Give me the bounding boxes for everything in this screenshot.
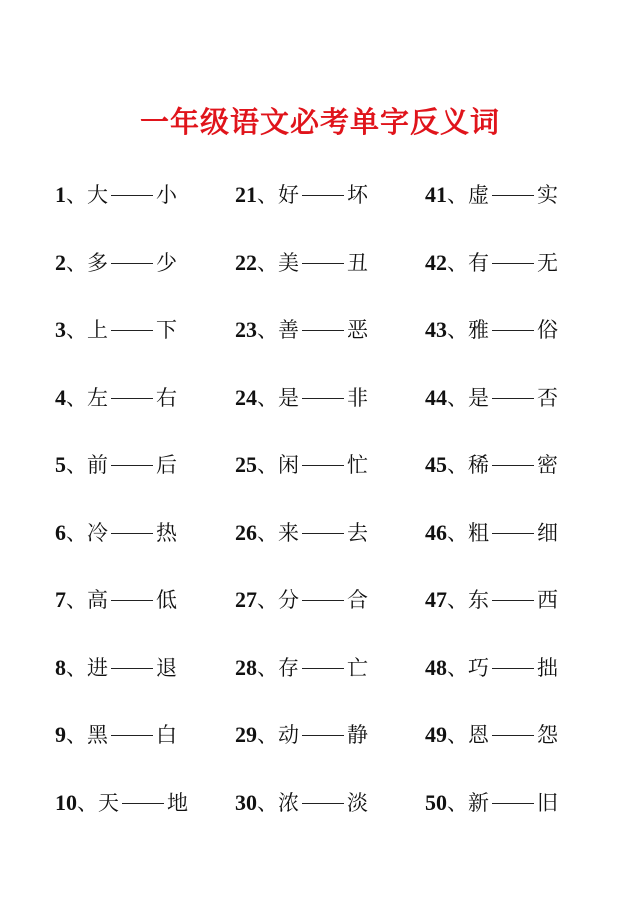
pair-separator: 、 — [66, 520, 87, 545]
word-right: 忙 — [347, 453, 368, 477]
word-right: 否 — [537, 385, 558, 410]
pair-number: 25 — [235, 452, 257, 477]
pair-number: 8 — [55, 654, 66, 680]
word-left: 进 — [87, 655, 108, 680]
word-left: 巧 — [468, 655, 489, 680]
word-left: 天 — [98, 790, 119, 815]
pair-number: 4 — [55, 384, 66, 410]
word-right: 下 — [156, 318, 177, 342]
word-left: 黑 — [87, 723, 108, 747]
pair-separator: 、 — [77, 790, 98, 815]
word-left: 雅 — [468, 318, 489, 342]
word-left: 高 — [87, 588, 108, 612]
pair-separator: 、 — [257, 183, 278, 207]
pair-number: 27 — [235, 587, 257, 612]
pair-separator: 、 — [257, 790, 278, 815]
word-left: 前 — [87, 453, 108, 477]
dash-line — [111, 398, 153, 399]
antonym-pair — [425, 784, 558, 852]
dash-line — [111, 600, 153, 601]
antonym-pair — [425, 514, 558, 582]
antonym-pair — [55, 581, 188, 649]
dash-line — [122, 803, 164, 804]
antonym-pair — [55, 716, 188, 784]
word-right: 坏 — [347, 183, 368, 207]
antonym-pair — [235, 379, 368, 447]
antonym-pair — [425, 581, 558, 649]
word-right: 怨 — [537, 723, 558, 747]
dash-line — [302, 600, 344, 601]
antonym-pair — [235, 716, 368, 784]
dash-line — [302, 330, 344, 331]
word-left: 存 — [278, 655, 299, 680]
word-right: 密 — [537, 453, 558, 477]
word-right: 实 — [537, 183, 558, 207]
antonym-pair — [425, 649, 558, 717]
antonym-pair — [425, 716, 558, 784]
pair-separator: 、 — [447, 453, 468, 477]
pair-separator: 、 — [257, 655, 278, 680]
word-left: 动 — [278, 723, 299, 747]
dash-line — [492, 668, 534, 669]
dash-line — [492, 533, 534, 534]
pair-number: 43 — [425, 317, 447, 342]
antonym-pair — [55, 311, 188, 379]
antonym-pair — [425, 176, 558, 244]
dash-line — [492, 195, 534, 196]
pair-separator: 、 — [66, 453, 87, 477]
word-left: 东 — [468, 588, 489, 612]
word-right: 热 — [156, 520, 177, 545]
dash-line — [111, 263, 153, 264]
antonym-pair — [235, 514, 368, 582]
word-right: 合 — [347, 588, 368, 612]
pair-separator: 、 — [447, 318, 468, 342]
antonym-pair — [235, 581, 368, 649]
pair-number: 7 — [55, 587, 66, 612]
dash-line — [111, 330, 153, 331]
pair-separator: 、 — [257, 588, 278, 612]
pair-number: 21 — [235, 182, 257, 207]
antonym-pair — [425, 311, 558, 379]
word-left: 粗 — [468, 520, 489, 545]
word-right: 细 — [537, 520, 558, 545]
pair-number: 44 — [425, 384, 447, 410]
pair-separator: 、 — [257, 385, 278, 410]
pair-separator: 、 — [447, 588, 468, 612]
word-left: 大 — [87, 183, 108, 207]
pair-separator: 、 — [447, 385, 468, 410]
pair-separator: 、 — [66, 655, 87, 680]
antonym-pair — [55, 446, 188, 514]
antonym-pair — [235, 244, 368, 312]
word-left: 闲 — [278, 453, 299, 477]
page-title: 一年级语文必考单字反义词 — [139, 105, 500, 139]
pair-number: 50 — [425, 789, 447, 815]
antonym-pair — [55, 784, 188, 852]
pair-separator: 、 — [257, 250, 278, 275]
word-left: 新 — [468, 790, 489, 815]
pair-number: 2 — [55, 249, 66, 275]
pair-separator: 、 — [257, 520, 278, 545]
pair-number: 47 — [425, 587, 447, 612]
word-right: 低 — [156, 588, 177, 612]
antonym-pair — [235, 649, 368, 717]
pair-separator: 、 — [66, 385, 87, 410]
word-left: 是 — [468, 385, 489, 410]
pair-separator: 、 — [66, 318, 87, 342]
dash-line — [302, 668, 344, 669]
word-left: 浓 — [278, 790, 299, 815]
pair-separator: 、 — [66, 250, 87, 275]
word-right: 旧 — [537, 790, 558, 815]
antonym-column-2 — [235, 176, 368, 851]
word-right: 少 — [156, 250, 177, 275]
antonym-pair — [235, 784, 368, 852]
pair-number: 22 — [235, 249, 257, 275]
antonym-pair — [425, 446, 558, 514]
dash-line — [302, 263, 344, 264]
word-right: 非 — [347, 385, 368, 410]
pair-separator: 、 — [257, 318, 278, 342]
antonym-pair — [55, 514, 188, 582]
antonym-pair — [425, 244, 558, 312]
antonym-pair — [55, 649, 188, 717]
antonym-pair — [425, 379, 558, 447]
pair-number: 9 — [55, 722, 66, 747]
dash-line — [302, 533, 344, 534]
word-left: 有 — [468, 250, 489, 275]
dash-line — [302, 465, 344, 466]
pair-number: 24 — [235, 384, 257, 410]
dash-line — [111, 195, 153, 196]
word-right: 淡 — [347, 790, 368, 815]
word-left: 好 — [278, 183, 299, 207]
antonym-pair — [235, 176, 368, 244]
pair-separator: 、 — [447, 790, 468, 815]
pair-number: 5 — [55, 452, 66, 477]
word-left: 善 — [278, 318, 299, 342]
pair-number: 29 — [235, 722, 257, 747]
pair-separator: 、 — [257, 723, 278, 747]
word-left: 稀 — [468, 453, 489, 477]
pair-separator: 、 — [447, 183, 468, 207]
word-right: 地 — [167, 790, 188, 815]
pair-separator: 、 — [257, 453, 278, 477]
word-left: 冷 — [87, 520, 108, 545]
dash-line — [492, 330, 534, 331]
pair-number: 30 — [235, 789, 257, 815]
pair-separator: 、 — [447, 723, 468, 747]
word-left: 多 — [87, 250, 108, 275]
pair-separator: 、 — [66, 183, 87, 207]
word-left: 分 — [278, 588, 299, 612]
pair-number: 10 — [55, 789, 77, 815]
antonym-column-1 — [55, 176, 188, 851]
pair-number: 23 — [235, 317, 257, 342]
word-right: 西 — [537, 588, 558, 612]
pair-separator: 、 — [447, 655, 468, 680]
dash-line — [111, 465, 153, 466]
dash-line — [492, 803, 534, 804]
dash-line — [492, 263, 534, 264]
word-left: 是 — [278, 385, 299, 410]
pair-number: 3 — [55, 317, 66, 342]
antonym-pair — [55, 379, 188, 447]
pair-number: 1 — [55, 182, 66, 207]
pair-number: 49 — [425, 722, 447, 747]
dash-line — [111, 668, 153, 669]
word-right: 白 — [156, 723, 177, 747]
word-right: 拙 — [537, 655, 558, 680]
word-left: 美 — [278, 250, 299, 275]
pair-number: 28 — [235, 654, 257, 680]
dash-line — [492, 600, 534, 601]
dash-line — [492, 465, 534, 466]
pair-separator: 、 — [66, 588, 87, 612]
word-right: 恶 — [347, 318, 368, 342]
pair-number: 42 — [425, 249, 447, 275]
pair-separator: 、 — [66, 723, 87, 747]
pair-number: 41 — [425, 182, 447, 207]
pair-separator: 、 — [447, 520, 468, 545]
word-right: 俗 — [537, 318, 558, 342]
word-left: 上 — [87, 318, 108, 342]
dash-line — [302, 398, 344, 399]
word-right: 右 — [156, 385, 177, 410]
dash-line — [111, 735, 153, 736]
dash-line — [302, 735, 344, 736]
word-left: 来 — [278, 520, 299, 545]
word-left: 左 — [87, 385, 108, 410]
word-right: 亡 — [347, 655, 368, 680]
word-right: 后 — [156, 453, 177, 477]
pair-separator: 、 — [447, 250, 468, 275]
antonym-pair — [55, 176, 188, 244]
dash-line — [492, 735, 534, 736]
antonym-column-3 — [425, 176, 558, 851]
antonym-pair — [235, 446, 368, 514]
word-right: 去 — [347, 520, 368, 545]
word-left: 虚 — [468, 183, 489, 207]
word-left: 恩 — [468, 723, 489, 747]
word-right: 静 — [347, 723, 368, 747]
word-right: 小 — [156, 183, 177, 207]
pair-number: 45 — [425, 452, 447, 477]
antonym-pair — [235, 311, 368, 379]
word-right: 丑 — [347, 250, 368, 275]
dash-line — [111, 533, 153, 534]
pair-number: 46 — [425, 519, 447, 545]
dash-line — [302, 195, 344, 196]
antonym-pair — [55, 244, 188, 312]
dash-line — [492, 398, 534, 399]
word-right: 退 — [156, 655, 177, 680]
word-right: 无 — [537, 250, 558, 275]
pair-number: 48 — [425, 654, 447, 680]
dash-line — [302, 803, 344, 804]
pair-number: 26 — [235, 519, 257, 545]
pair-number: 6 — [55, 519, 66, 545]
